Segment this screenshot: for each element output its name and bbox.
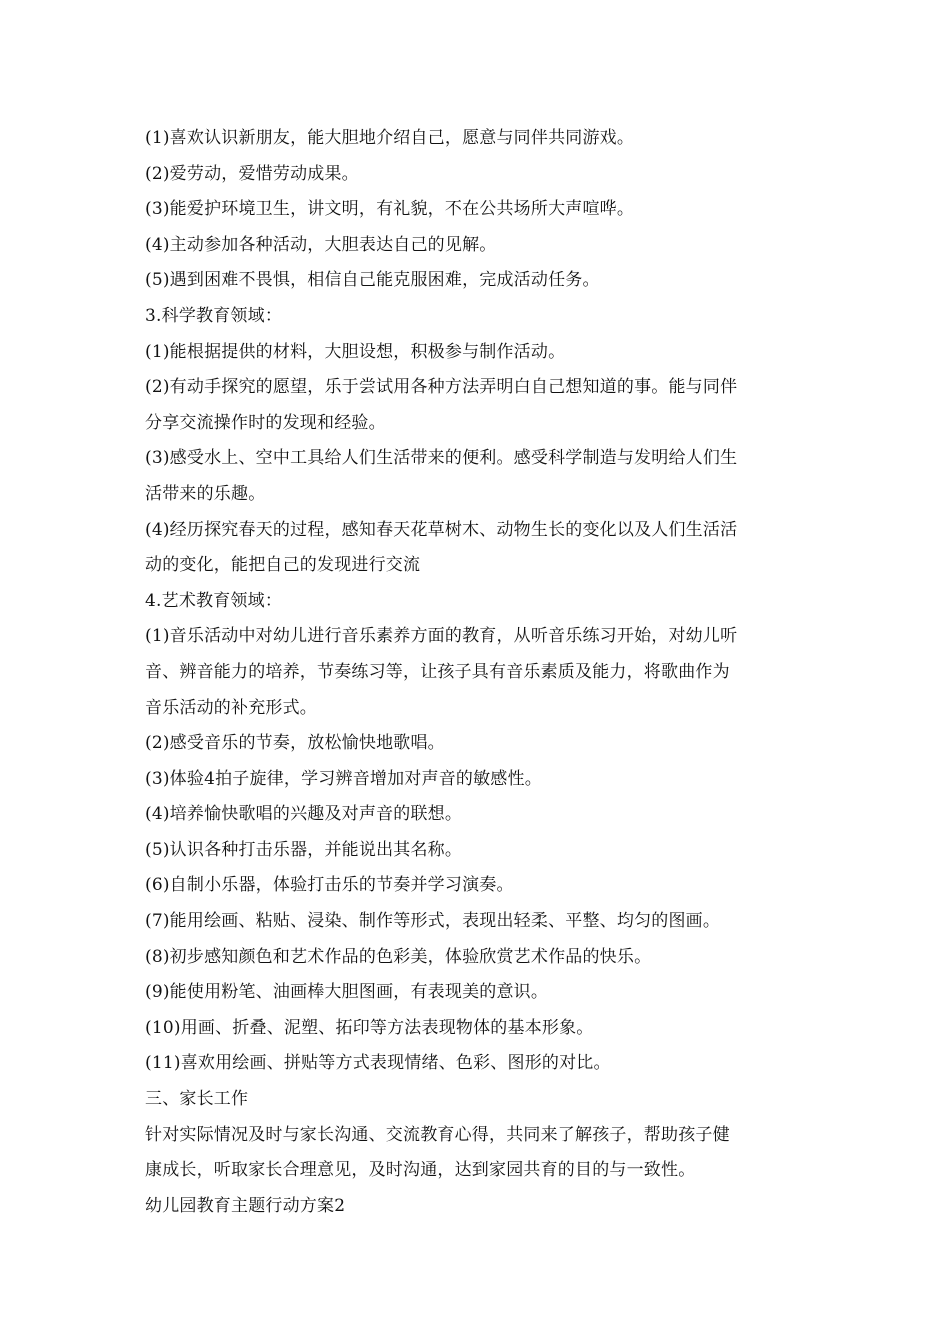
document-body	[145, 121, 815, 1224]
text-line: 针对实际情况及时与家长沟通、交流教育心得，共同来了解孩子，帮助孩子健	[145, 1124, 730, 1145]
text-line: (4)培养愉快歌唱的兴趣及对声音的联想。	[145, 804, 463, 825]
text-line: (9)能使用粉笔、油画棒大胆图画，有表现美的意识。	[145, 982, 549, 1003]
text-line: (2)爱劳动，爱惜劳动成果。	[145, 163, 359, 184]
section-heading-science: 3.科学教育领域：	[145, 305, 283, 326]
text-line: 音乐活动的补充形式。	[145, 697, 317, 718]
text-line: (2)感受音乐的节奏，放松愉快地歌唱。	[145, 733, 445, 754]
text-line: (4)经历探究春天的过程，感知春天花草树木、动物生长的变化以及人们生活活	[145, 519, 738, 540]
text-line: 音、辨音能力的培养，节奏练习等，让孩子具有音乐素质及能力，将歌曲作为	[145, 661, 730, 682]
text-line: (5)遇到困难不畏惧，相信自己能克服困难，完成活动任务。	[145, 270, 600, 291]
text-line: (1)音乐活动中对幼儿进行音乐素养方面的教育，从听音乐练习开始，对幼儿听	[145, 626, 738, 647]
text-line: 动的变化，能把自己的发现进行交流	[145, 555, 421, 576]
text-line: (1)能根据提供的材料，大胆设想，积极参与制作活动。	[145, 341, 566, 362]
text-line: (8)初步感知颜色和艺术作品的色彩美，体验欣赏艺术作品的快乐。	[145, 946, 652, 967]
text-line: (6)自制小乐器，体验打击乐的节奏并学习演奏。	[145, 875, 514, 896]
text-line: (3)体验4拍子旋律，学习辨音增加对声音的敏感性。	[145, 768, 542, 789]
text-line: (10)用画、折叠、泥塑、拓印等方法表现物体的基本形象。	[145, 1017, 594, 1038]
text-line: (4)主动参加各种活动，大胆表达自己的见解。	[145, 234, 497, 255]
text-line: (7)能用绘画、粘贴、浸染、制作等形式，表现出轻柔、平整、均匀的图画。	[145, 911, 721, 932]
text-line: (2)有动手探究的愿望，乐于尝试用各种方法弄明白自己想知道的事。能与同伴	[145, 377, 738, 398]
section-heading-art: 4.艺术教育领域：	[145, 590, 283, 611]
section-heading-parents: 三、家长工作	[145, 1089, 249, 1110]
text-line: (5)认识各种打击乐器，并能说出其名称。	[145, 839, 463, 860]
text-line: (3)感受水上、空中工具给人们生活带来的便利。感受科学制造与发明给人们生	[145, 448, 738, 469]
text-line: (11)喜欢用绘画、拼贴等方式表现情绪、色彩、图形的对比。	[145, 1053, 611, 1074]
document-subtitle: 幼儿园教育主题行动方案2	[145, 1195, 346, 1216]
text-line: 活带来的乐趣。	[145, 483, 266, 504]
text-line: (1)喜欢认识新朋友，能大胆地介绍自己，愿意与同伴共同游戏。	[145, 128, 635, 148]
text-line: (3)能爱护环境卫生，讲文明，有礼貌，不在公共场所大声喧哗。	[145, 199, 635, 220]
text-line: 康成长，听取家长合理意见，及时沟通，达到家园共育的目的与一致性。	[145, 1160, 696, 1181]
text-line: 分享交流操作时的发现和经验。	[145, 412, 386, 433]
